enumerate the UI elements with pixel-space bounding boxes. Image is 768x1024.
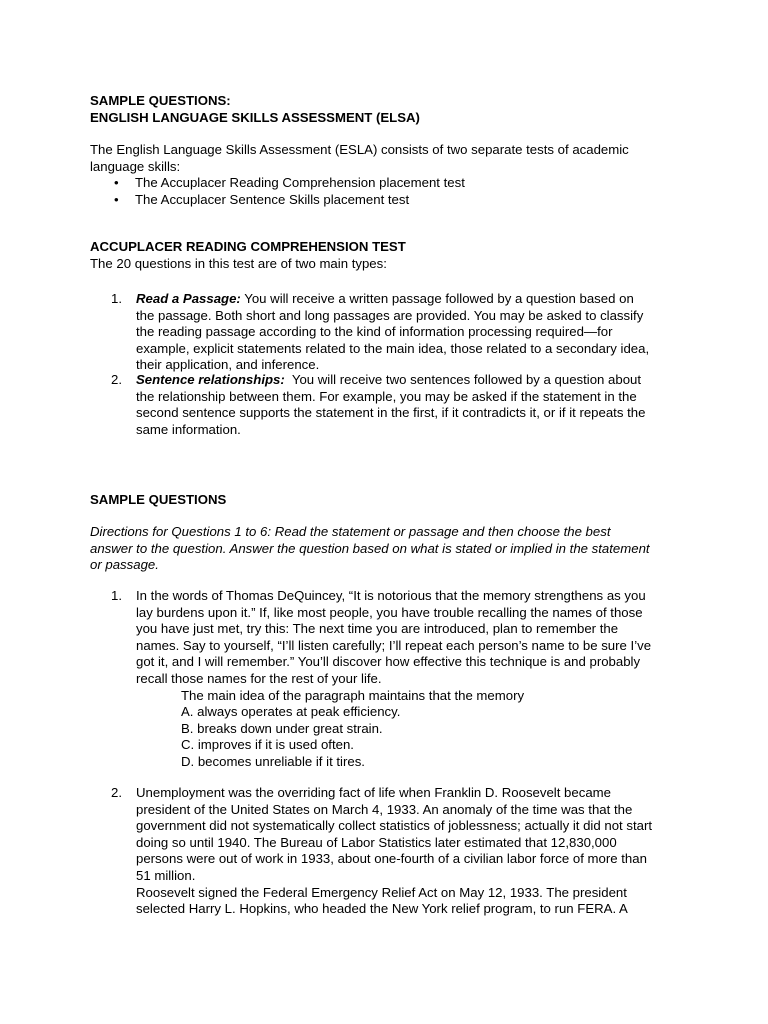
- item-text: You will receive a written passage followed by a question based on: [240, 291, 634, 306]
- question-text: names. Say to yourself, “I’ll listen carefully; I’ll repeat each person’s name to be sure I’ve: [136, 637, 652, 653]
- answer-option-c: C. improves if it is used often.: [181, 737, 354, 753]
- question-text: recall those names for the rest of your life.: [136, 670, 382, 686]
- intro-bullet-list: [90, 175, 690, 208]
- question-text: In the words of Thomas DeQuincey, “It is notorious that the memory strengthens as you: [136, 588, 646, 603]
- item-text: the relationship between them. For example, you may be asked if the statement in the: [136, 388, 637, 404]
- question-prompt: The main idea of the paragraph maintains that the memory: [181, 687, 525, 703]
- question-1: [90, 588, 690, 771]
- question-type-item: [90, 372, 690, 438]
- question-text: selected Harry L. Hopkins, who headed the New York relief program, to run FERA. A: [136, 901, 628, 917]
- title-line-1: SAMPLE QUESTIONS:: [90, 93, 231, 108]
- question-text: lay burdens upon it.” If, like most people, you have trouble recalling the names of those: [136, 604, 643, 620]
- question-text: doing so until 1940. The Bureau of Labor Statistics later estimated that 12,830,000: [136, 834, 617, 850]
- question-text: Unemployment was the overriding fact of life when Franklin D. Roosevelt became: [136, 785, 611, 800]
- item-number: 2.: [111, 372, 122, 387]
- intro-line-1: The English Language Skills Assessment (ESLA) consists of two separate tests of academic: [90, 142, 629, 157]
- item-text: same information.: [136, 421, 241, 437]
- question-text: persons were out of work in 1933, about one-fourth of a civilian labor force of more than: [136, 851, 647, 867]
- item-label: Read a Passage:: [136, 291, 241, 306]
- directions-line: or passage.: [90, 557, 159, 573]
- question-text: government did not systematically collect statistics of joblessness; actually it did not start: [136, 818, 653, 834]
- question-number: 2.: [111, 785, 122, 800]
- item-number: 1.: [111, 291, 122, 306]
- question-type-item: [90, 291, 690, 374]
- answer-option-b: B. breaks down under great strain.: [181, 720, 383, 736]
- item-text: the reading passage according to the kind of information processing required—for: [136, 324, 613, 340]
- directions-line: answer to the question. Answer the question based on what is stated or implied in the statement: [90, 540, 650, 556]
- item-text: second sentence supports the statement in the first, if it contradicts it, or if it repeats the: [136, 405, 646, 421]
- question-text: got it, and I will remember.” You’ll discover how effective this technique is and probably: [136, 654, 641, 670]
- item-label: Sentence relationships:: [136, 372, 285, 387]
- sample-section-heading: SAMPLE QUESTIONS: [90, 492, 227, 507]
- list-item: [90, 175, 690, 192]
- section-heading: ACCUPLACER READING COMPREHENSION TEST: [90, 239, 406, 254]
- document-title: [90, 93, 690, 126]
- question-2: [90, 785, 690, 918]
- list-item: [90, 192, 690, 209]
- directions: [90, 524, 690, 574]
- question-number: 1.: [111, 588, 122, 603]
- item-text: example, explicit statements related to the main idea, those related to a secondary idea,: [136, 340, 650, 356]
- bullet-text: The Accuplacer Sentence Skills placement test: [135, 191, 410, 207]
- intro-line-2: language skills:: [90, 158, 181, 174]
- question-text: 51 million.: [136, 867, 196, 883]
- intro-paragraph: [90, 142, 690, 208]
- question-text: you have just met, try this: The next time you are introduced, plan to remember the: [136, 621, 619, 637]
- section-subtitle: The 20 questions in this test are of two main types:: [90, 255, 387, 271]
- bullet-icon: •: [114, 175, 119, 191]
- bullet-text: The Accuplacer Reading Comprehension placement test: [135, 175, 465, 191]
- question-text: president of the United States on March 4, 1933. An anomaly of the time was that the: [136, 801, 633, 817]
- directions-line: Directions for Questions 1 to 6: Read the statement or passage and then choose the best: [90, 524, 611, 539]
- reading-section-header: [90, 239, 690, 272]
- item-text: the passage. Both short and long passages are provided. You may be asked to classify: [136, 307, 644, 323]
- question-text: Roosevelt signed the Federal Emergency Relief Act on May 12, 1933. The president: [136, 884, 627, 900]
- title-line-2: ENGLISH LANGUAGE SKILLS ASSESSMENT (ELSA): [90, 109, 420, 125]
- item-text: their application, and inference.: [136, 357, 320, 373]
- item-text: You will receive two sentences followed by a question about: [284, 372, 642, 387]
- bullet-icon: •: [114, 191, 119, 207]
- answer-option-a: A. always operates at peak efficiency.: [181, 704, 401, 720]
- question-options: [181, 688, 690, 771]
- answer-option-d: D. becomes unreliable if it tires.: [181, 753, 365, 769]
